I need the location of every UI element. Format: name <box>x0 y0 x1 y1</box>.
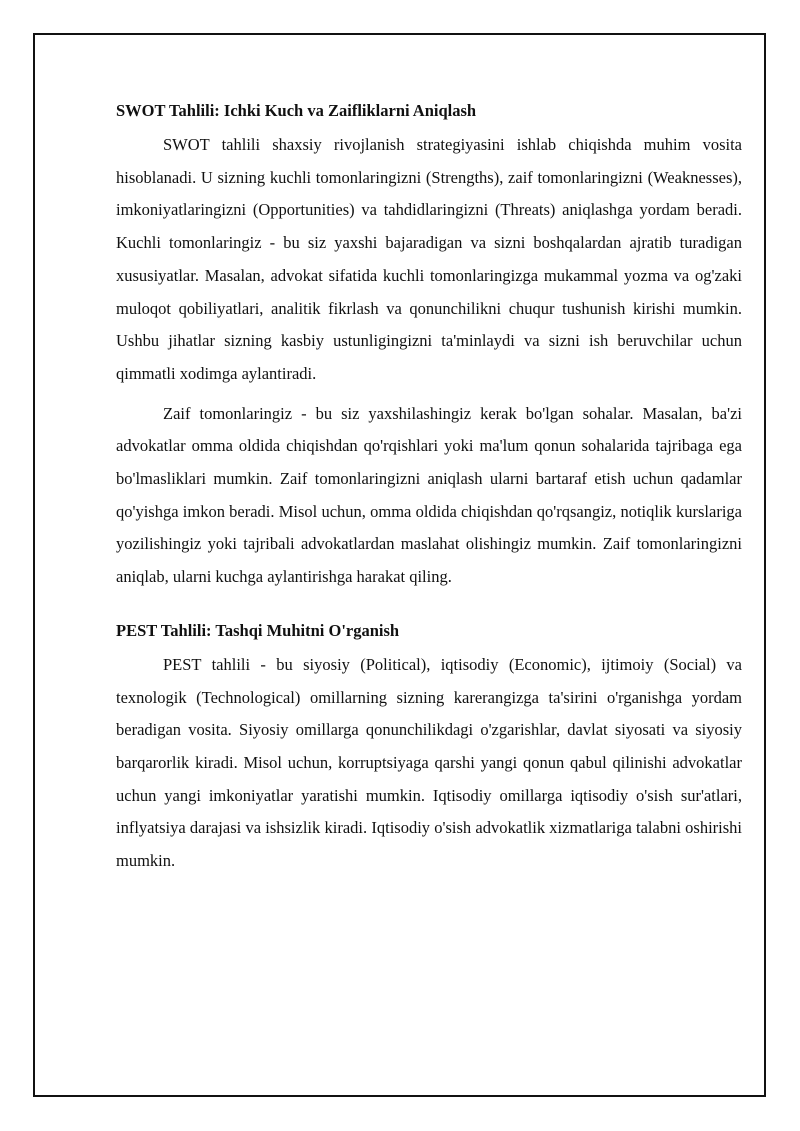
pest-heading: PEST Tahlili: Tashqi Muhitni O'rganish <box>116 620 400 640</box>
swot-heading: SWOT Tahlili: Ichki Kuch va Zaifliklarni Aniqlash <box>116 101 477 120</box>
swot-paragraph-1: SWOT tahlili shaxsiy rivojlanish strategiyasini ishlab chiqishda muhim vosita hisoblanadi. U sizning kuchli tomonlaringizni (Strengths), zaif tomonlaringizni (Weaknesses), imkoniyatlaringizni (Opportunities) va tahdidlaringizni (Threats) aniqlashga yordam beradi. Kuchli tomonlaringiz - bu siz yaxshi bajaradigan va sizni boshqalardan ajratib turadigan xususiyatlar. Masalan, advokat sifatida kuchli tomonlaringizga mukammal yozma va og'zaki muloqot qobiliyatlari, analitik fikrlash va qonunchilikni chuqur tushunish kirishi mumkin. Ushbu jihatlar sizning kasbiy ustunligingizni ta'minlaydi va sizni ish beruvchilar uchun qimmatli xodimga aylantiradi. <box>116 135 742 383</box>
swot-paragraph-2: Zaif tomonlaringiz - bu siz yaxshilashingiz kerak bo'lgan sohalar. Masalan, ba'zi advokatlar omma oldida chiqishdan qo'rqishlari yoki ma'lum qonun sohalarida tajribaga ega bo'lmasliklari mumkin. Zaif tomonlaringizni aniqlash ularni bartaraf etish uchun qadamlar qo'yishga imkon beradi. Misol uchun, omma oldida chiqishdan qo'rqsangiz, notiqlik kurslariga yozilishingiz yoki tajribali advokatlardan maslahat olishingiz mumkin. Zaif tomonlaringizni aniqlab, ularni kuchga aylantirishga harakat qiling. <box>116 403 742 587</box>
document-body <box>116 98 742 878</box>
pest-paragraph-1: PEST tahlili - bu siyosiy (Political), iqtisodiy (Economic), ijtimoiy (Social) va texnologik (Technological) omillarning sizning karerangizga ta'sirini o'rganishga yordam beradigan vosita. Siyosiy omillarga qonunchilikdagi o'zgarishlar, davlat siyosati va siyosiy barqarorlik kiradi. Misol uchun, korruptsiyaga qarshi yangi qonun qabul qilinishi advokatlar uchun yangi imkoniyatlar yaratishi mumkin. Iqtisodiy omillarga iqtisodiy o'sish sur'atlari, inflyatsiya darajasi va ishsizlik kiradi. Iqtisodiy o'sish advokatlik xizmatlariga talabni oshirishi mumkin. <box>116 654 742 871</box>
